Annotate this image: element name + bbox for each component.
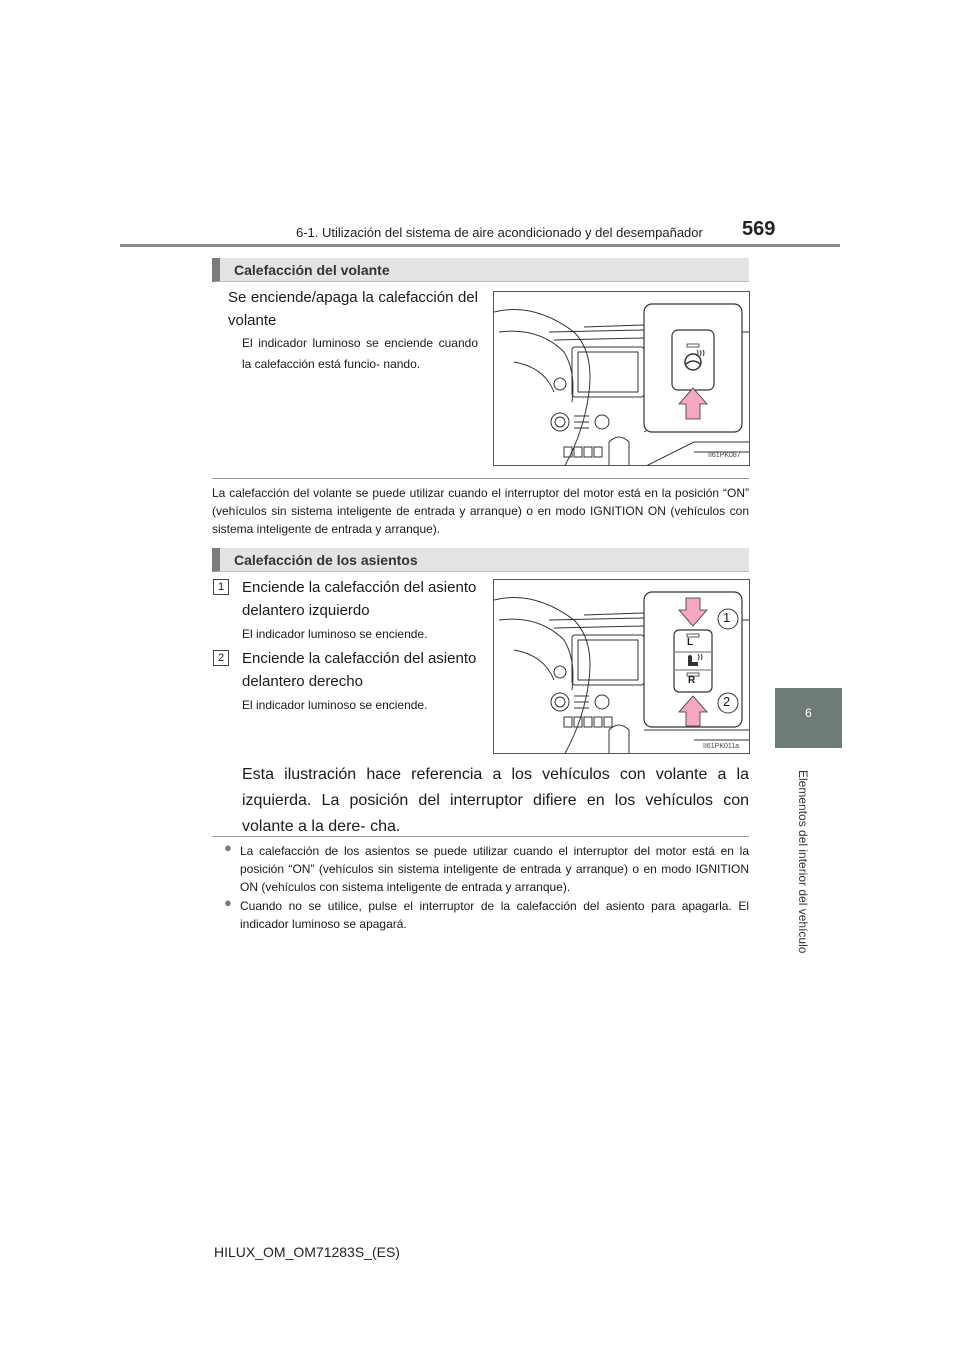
steering-note: El indicador luminoso se enciende cuando la calefacción está funcio- nando. xyxy=(242,336,478,371)
chapter-number: 6 xyxy=(805,706,812,720)
seat-heater-figure xyxy=(493,579,750,754)
bullet-icon: ● xyxy=(224,840,232,855)
callout-2: 2 xyxy=(723,694,731,709)
seat-item-1-title: Enciende la calefacción del asiento delantero izquierdo xyxy=(242,579,477,619)
section-divider xyxy=(212,478,749,479)
seat-item-2-note: El indicador luminoso se enciende. xyxy=(242,698,428,712)
steering-info: La calefacción del volante se puede utilizar cuando el interruptor del motor está en la posición “ON” (vehículos sin sistema inteligente de entrada y arranque) o en modo IGNITION ON (vehículos con sistema inteligente de entrada y arranque). xyxy=(212,486,749,536)
seat-bullet-1: La calefacción de los asientos se puede utilizar cuando el interruptor del motor está en la posición “ON” (vehículos sin sistema inteligente de entrada y arranque) o en modo IGNITION ON (vehículos con sistema inteligente de entrada y arranque). xyxy=(240,844,749,894)
steering-heater-figure xyxy=(493,291,750,466)
chapter-title: Elementos del interior del vehículo xyxy=(796,770,810,954)
page-number: 569 xyxy=(742,218,776,240)
dashboard-illustration xyxy=(494,292,750,466)
running-header: 6-1. Utilización del sistema de aire acondicionado y del desempañador xyxy=(296,225,703,240)
section-title: Calefacción de los asientos xyxy=(234,552,418,568)
seat-item-1-note: El indicador luminoso se enciende. xyxy=(242,627,428,641)
dashboard-illustration xyxy=(494,580,750,754)
seat-item-2-title: Enciende la calefacción del asiento delantero derecho xyxy=(242,650,477,690)
right-seat-label: R xyxy=(688,675,696,686)
left-seat-label: L xyxy=(687,637,694,648)
steering-instruction: Se enciende/apaga la calefacción del volante xyxy=(228,289,478,329)
figure-id: II61PK087 xyxy=(708,452,741,459)
document-code: HILUX_OM_OM71283S_(ES) xyxy=(214,1244,400,1260)
item-number-2: 2 xyxy=(213,650,229,666)
header-rule xyxy=(120,244,840,247)
seat-bullet-2: Cuando no se utilice, pulse el interruptor de la calefacción del asiento para apagarla. El indicador luminoso se apagará. xyxy=(240,899,749,931)
item-number-1: 1 xyxy=(213,579,229,595)
section-heading-steering xyxy=(212,258,749,282)
illustration-note: Esta ilustración hace referencia a los vehículos con volante a la izquierda. La posición del interruptor difiere en los vehículos con volante a la dere- cha. xyxy=(242,766,749,835)
section-title: Calefacción del volante xyxy=(234,262,390,278)
callout-1: 1 xyxy=(723,610,731,625)
section-heading-seat xyxy=(212,548,749,572)
figure-id: II61PK011a xyxy=(703,743,740,750)
section-divider xyxy=(212,836,749,837)
bullet-icon: ● xyxy=(224,895,232,910)
